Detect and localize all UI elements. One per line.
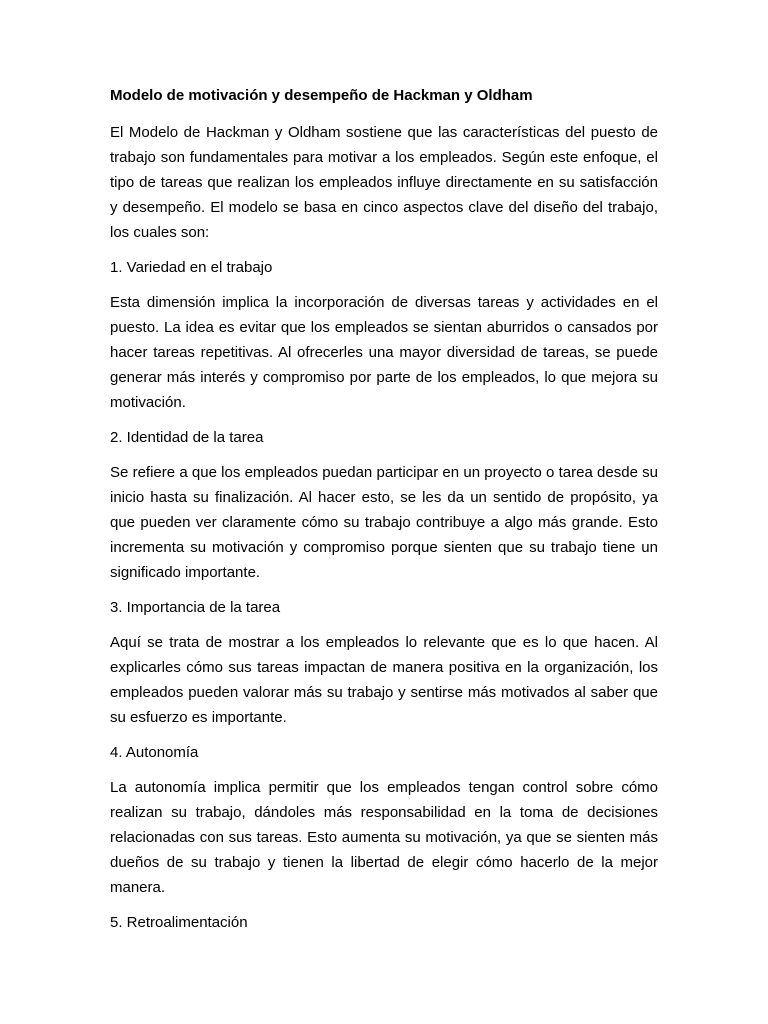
intro-paragraph: El Modelo de Hackman y Oldham sostiene que las características del puesto de trabajo son fundamentales para motivar a los empleados. Según este enfoque, el tipo de tareas que realizan los empleados influye directamente en su satisfacción y desempeño. El modelo se basa en cinco aspectos clave del diseño del trabajo, los cuales son:: [110, 124, 658, 241]
section-heading-autonomia: 4. Autonomía: [110, 744, 199, 761]
section-heading-variedad: 1. Variedad en el trabajo: [110, 259, 273, 276]
section-body-importancia: Aquí se trata de mostrar a los empleados lo relevante que es lo que hacen. Al explicarles cómo sus tareas impactan de manera positiva en la organización, los empleados pueden valorar más su trabajo y sentirse más motivados al saber que su esfuerzo es importante.: [110, 634, 658, 726]
document-title: Modelo de motivación y desempeño de Hackman y Oldham: [110, 87, 533, 104]
section-body-autonomia: La autonomía implica permitir que los empleados tengan control sobre cómo realizan su trabajo, dándoles más responsabilidad en la toma de decisiones relacionadas con sus tareas. Esto aumenta su motivación, ya que se sienten más dueños de su trabajo y tienen la libertad de elegir cómo hacerlo de la mejor manera.: [110, 779, 658, 896]
section-body-identidad: Se refiere a que los empleados puedan participar en un proyecto o tarea desde su inicio hasta su finalización. Al hacer esto, se les da un sentido de propósito, ya que pueden ver claramente cómo su trabajo contribuye a algo más grande. Esto incrementa su motivación y compromiso porque sienten que su trabajo tiene un significado importante.: [110, 464, 658, 581]
section-heading-retroalimentacion: 5. Retroalimentación: [110, 914, 248, 931]
section-body-variedad: Esta dimensión implica la incorporación de diversas tareas y actividades en el puesto. La idea es evitar que los empleados se sientan aburridos o cansados por hacer tareas repetitivas. Al ofrecerles una mayor diversidad de tareas, se puede generar más interés y compromiso por parte de los empleados, lo que mejora su motivación.: [110, 294, 658, 411]
document-page: [110, 84, 658, 945]
section-heading-importancia: 3. Importancia de la tarea: [110, 599, 281, 616]
section-heading-identidad: 2. Identidad de la tarea: [110, 429, 264, 446]
